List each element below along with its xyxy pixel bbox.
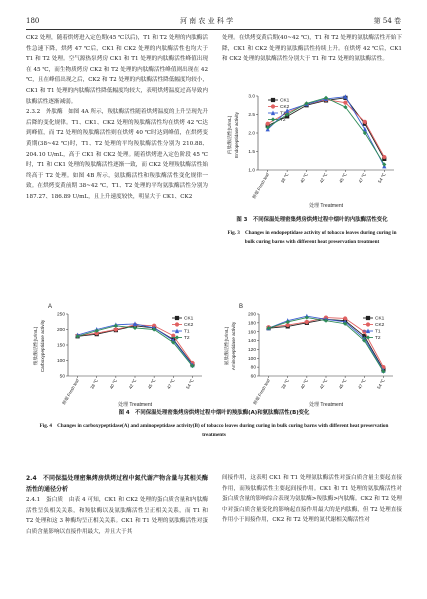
- x-tick-label: 鲜烟 Fresh leaf: [252, 378, 271, 406]
- legend-label: CK2: [375, 323, 385, 329]
- legend-label: CK2: [184, 323, 194, 329]
- y-tick-label: 100: [247, 356, 256, 362]
- y-tick-label: 50: [59, 374, 65, 380]
- section-2-4-right: [222, 473, 402, 526]
- x-tick-label: 47 ℃: [165, 378, 176, 390]
- header-rule: [26, 29, 401, 30]
- x-tick-label: 54 ℃: [376, 172, 387, 184]
- y-tick-label: 2.0: [248, 131, 255, 137]
- section-heading: 2.4 不同保温处理密集烤房烘烤过程中氮代谢产物含量与其相关酶活性的通径分析: [26, 475, 208, 493]
- x-tick-label: 45 ℃: [146, 378, 157, 390]
- fig3-chart: [222, 90, 402, 210]
- legend-label: T2: [375, 336, 381, 342]
- x-tick-label: 38 ℃: [89, 378, 100, 390]
- y-axis-title: 内肽酶活性(U/mL): [228, 115, 233, 155]
- y-tick-label: 60: [250, 374, 256, 380]
- y-tick-label: 150: [56, 343, 65, 349]
- fig4a-chart: [26, 302, 211, 417]
- fig4-caption-cn: 图 4 不同保温处理密集烤房烘烤过程中烟叶的羧肽酶(A)和氨肽酶活性(B)变化: [118, 410, 310, 416]
- x-tick-label: 47 ℃: [356, 378, 367, 390]
- y-axis-title: 羧肽酶活性(U/mL): [34, 326, 39, 366]
- x-tick-label: 54 ℃: [376, 378, 386, 390]
- x-axis-title: 处理 Treatment: [118, 402, 152, 408]
- y-tick-label: 200: [56, 328, 65, 334]
- y-tick-label: 1.0: [248, 168, 255, 174]
- volume-label: 第 54 卷: [373, 17, 401, 25]
- x-tick-label: 47 ℃: [357, 172, 368, 184]
- x-tick-label: 38 ℃: [279, 172, 290, 184]
- fig4b-chart: [217, 302, 402, 417]
- y-tick-label: 1.5: [248, 150, 255, 156]
- y-tick-label: 160: [247, 330, 256, 336]
- x-tick-label: 鲜烟 Fresh leaf: [61, 378, 80, 406]
- fig3-caption-cn: 图 3 不同保温处理密集烤房烘烤过程中烟叶的内肽酶活性变化: [236, 217, 388, 223]
- x-tick-label: 42 ℃: [318, 378, 329, 390]
- data-point: [266, 122, 270, 126]
- x-tick-label: 45 ℃: [337, 378, 348, 390]
- legend-label: T2: [184, 336, 190, 342]
- legend-label: CK1: [375, 316, 385, 322]
- panel-label-a: A: [48, 304, 53, 310]
- y-tick-label: 80: [250, 365, 256, 371]
- x-tick-label: 42 ℃: [318, 172, 329, 184]
- legend-label: T1: [184, 329, 190, 335]
- y-axis-title: 氨肽酶活性(U/mL): [225, 326, 230, 366]
- y-axis-title-en: Aminopeptidase activity: [231, 321, 236, 371]
- data-point: [271, 98, 275, 102]
- section-2-4-left: [26, 473, 208, 537]
- x-axis-title: 处理 Treatment: [309, 402, 343, 408]
- data-point: [175, 322, 179, 326]
- x-tick-label: 45 ℃: [338, 172, 348, 184]
- y-tick-label: 250: [56, 312, 65, 318]
- y-tick-label: 100: [56, 359, 65, 365]
- x-tick-label: 40 ℃: [299, 172, 309, 184]
- legend-label: T1: [375, 329, 381, 335]
- paragraph: 处理。在烘烤变黄后期(40~42 ℃)，T1 和 T2 处理的氨肽酶活性开始下降，CK1 和 CK2 处理的氨肽酶活性持续上升。在烘烤 42 ℃后，CK1 和 CK2 处理的氨肽酶活性分别大于 T1 和 T2 处理的氨肽酶活性。: [222, 35, 402, 63]
- y-tick-label: 200: [247, 312, 256, 318]
- journal-title: 河 南 农 业 科 学: [179, 17, 234, 25]
- data-point: [271, 104, 275, 108]
- x-tick-label: 42 ℃: [127, 378, 138, 390]
- x-tick-label: 40 ℃: [299, 378, 310, 390]
- figure-3: [222, 90, 402, 290]
- data-point: [366, 316, 370, 320]
- legend-label: T1: [280, 111, 286, 117]
- y-tick-label: 120: [247, 348, 256, 354]
- data-point: [114, 327, 118, 331]
- paragraph: 2.4.1 蛋白质 由表 4 可知，CK1 和 CK2 处理的蛋白质含量和内肽酶活性呈负相关关系，和羧肽酶以及氨肽酶活性呈正相关关系，而 T1 和 T2 处理和这 3 种酶均呈正相关关系。CK1 和 T1 处理的氨肽酶活性对蛋白质含量影响以直接作用最大，并且大于其: [26, 497, 208, 535]
- y-axis-title-en: Endopeptidase activity: [234, 112, 239, 158]
- y-tick-label: 3.0: [248, 94, 255, 100]
- fig3-caption-en: Fig. 3 Changes in endopeptidase activity of tobacco leaves during curing in bulk curing barns with different heat preservation treatment: [227, 230, 397, 245]
- paragraph: 2.3.2 外肽酶 如图 4A 所示，羧肽酶活性随着烘烤温度的上升呈现先升后降的变化规律。T1、CK1、CK2 处理的羧肽酶活性均在烘烤 42 ℃达到峰值，而 T2 处理的羧肽酶活性则在烘烤 40 ℃时达到峰值，在烘烤变黄期(38~42 ℃)时，T1、T2 处理的平均羧肽酶活性分别为 210.88、204.10 U/mL，高于 CK1 和 CK2 处理。随着烘烤进入定色阶段 45 ℃时，T1 和 CK1 处理的羧肽酶活性逐渐一致，而 CK2 处理羧肽酶活性始终高于 T2 处理。如图 4B 所示，氨肽酶活性和羧肽酶活性变化规律一致。在烘烤变黄前期 38~42 ℃，T1、T2 处理的平均氨肽酶活性分别为 187.27、186.89 U/mL，且上升速度较快，明显大于 CK1、CK2: [26, 109, 209, 200]
- legend-label: CK2: [280, 105, 290, 111]
- x-tick-label: 38 ℃: [280, 378, 291, 390]
- x-tick-label: 鲜烟 Fresh leaf: [251, 172, 271, 200]
- y-axis-title-en: Carboxypeptidase activity: [40, 319, 45, 373]
- data-point: [366, 322, 370, 326]
- data-point: [382, 155, 386, 159]
- data-point: [343, 101, 347, 105]
- figure-4: [26, 302, 402, 462]
- y-tick-label: 180: [247, 321, 256, 327]
- page-header: [26, 14, 401, 28]
- y-tick-label: 2.5: [248, 113, 255, 119]
- x-tick-label: 54 ℃: [185, 378, 195, 390]
- data-point: [362, 330, 366, 334]
- y-tick-label: 140: [247, 339, 256, 345]
- data-point: [305, 320, 309, 324]
- data-point: [175, 316, 179, 320]
- data-point: [363, 120, 367, 124]
- data-point: [271, 117, 275, 121]
- panel-label-b: B: [239, 304, 244, 310]
- data-point: [114, 324, 118, 328]
- x-tick-label: 40 ℃: [108, 378, 119, 390]
- legend-label: T2: [280, 118, 286, 124]
- right-column-text: [222, 33, 402, 65]
- page-number: 180: [26, 17, 40, 25]
- legend-label: CK1: [280, 98, 290, 104]
- paragraph: CK2 处理，随着烘烤进入定色期(45 ℃以后)，T1 和 T2 处理的内肽酶活性急速下降，烘烤 47 ℃后，CK1 和 CK2 处理的内肽酶活性也均大于 T1 和 T2 处理。空气源热泵烤房 CK1 和 T1 处理的内肽酶活性峰值出现在 45 ℃，而生物质烤房 CK2 和 T2 处理的内肽酶活性峰值则出现在 42 ℃，且在峰值出现之后，CK2 和 T2 处理的内肽酶活性降低幅度均较小，CK1 和 T1 处理的内肽酶活性降低幅度均较大，表明烘烤温度过高导致内肽酶活性逐渐减弱。: [26, 35, 208, 105]
- left-column-text: [26, 33, 208, 203]
- series-line-t2: [78, 326, 193, 366]
- fig4-caption-en: Fig. 4 Changes in carboxypeptidase(A) and aminopeptidase activity(B) of tobacco leaves during curing in bulk curing barns with different heat preservation treatments: [39, 423, 389, 438]
- x-axis-title: 处理 Treatment: [309, 203, 343, 209]
- paragraph: 间接作用，这表明 CK1 和 T1 处理氨肽酶活性对蛋白质含量主要起直接作用，而羧肽酶活性主要起间接作用。CK1 和 T1 处理的氨肽酶活性对蛋白质含量的影响综合表现为氨肽酶>羧肽酶>内肽酶。CK2 和 T2 处理中对蛋白质含量变化的影响起直接作用最大的是内肽酶，但 T2 处理直接作用小于间接作用，CK2 和 T2 处理的氮代谢相关酶活性对: [222, 475, 402, 524]
- legend-label: CK1: [184, 316, 194, 322]
